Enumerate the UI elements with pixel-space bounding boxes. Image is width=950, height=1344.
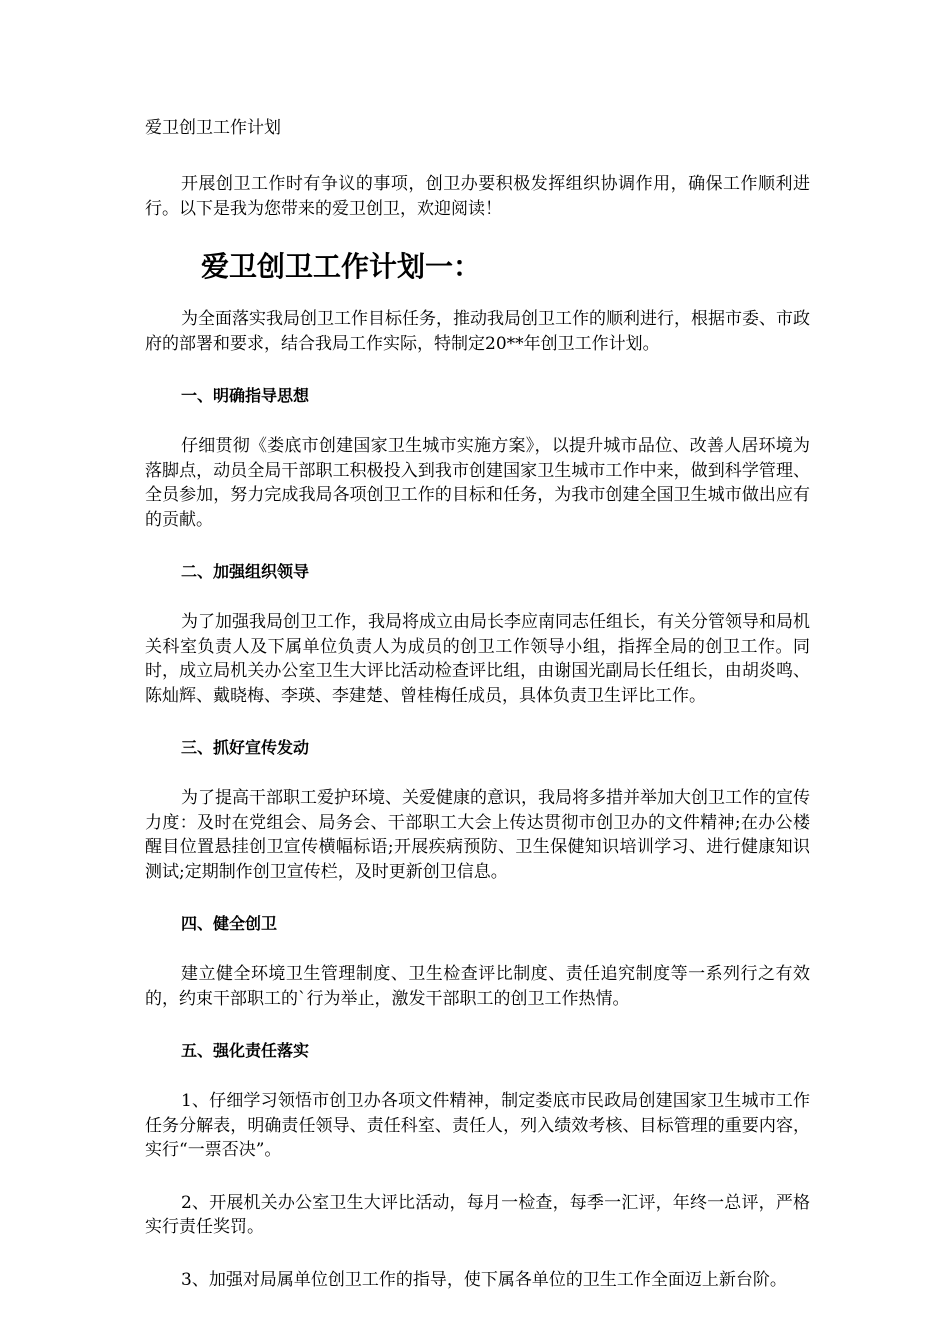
section-paragraph: 1、仔细学习领悟市创卫办各项文件精神，制定娄底市民政局创建国家卫生城市工作任务分解表，明确责任领导、责任科室、责任人，列入绩效考核、目标管理的重要内容，实行“一票否决”。 — [145, 1091, 810, 1160]
section-paragraph: 建立健全环境卫生管理制度、卫生检查评比制度、责任追究制度等一系列行之有效的，约束干部职工的`行为举止，激发干部职工的创卫工作热情。 — [145, 964, 810, 1009]
section-3 — [145, 736, 810, 884]
section-paragraph: 为了加强我局创卫工作，我局将成立由局长李应南同志任组长，有关分管领导和局机关科室负责人及下属单位负责人为成员的创卫工作领导小组，指挥全局的创卫工作。同时，成立局机关办公室卫生大评比活动检查评比组，由谢国光副局长任组长，由胡炎鸣、陈灿辉、戴晓梅、李瑛、李建楚、曾桂梅任成员，具体负责卫生评比工作。 — [145, 612, 810, 706]
section-heading: 五、强化责任落实 — [181, 1041, 310, 1060]
opening-paragraph: 为全面落实我局创卫工作目标任务，推动我局创卫工作的顺利进行，根据市委、市政府的部署和要求，结合我局工作实际，特制定20**年创卫工作计划。 — [145, 309, 810, 354]
section-heading: 四、健全创卫 — [181, 914, 278, 933]
section-paragraph: 2、开展机关办公室卫生大评比活动，每月一检查，每季一汇评，年终一总评，严格实行责任奖罚。 — [145, 1192, 810, 1237]
section-title: 爱卫创卫工作计划一： — [201, 250, 482, 283]
section-heading: 一、明确指导思想 — [181, 386, 310, 405]
intro-paragraph: 开展创卫工作时有争议的事项，创卫办要积极发挥组织协调作用，确保工作顺利进行。以下是我为您带来的爱卫创卫，欢迎阅读！ — [145, 174, 810, 219]
section-4 — [145, 912, 810, 1011]
section-heading: 三、抓好宣传发动 — [181, 738, 310, 757]
section-paragraph: 3、加强对局属单位创卫工作的指导，使下属各单位的卫生工作全面迈上新台阶。 — [181, 1269, 787, 1290]
section-5 — [145, 1039, 810, 1292]
section-paragraph: 为了提高干部职工爱护环境、关爱健康的意识，我局将多措并举加大创卫工作的宣传力度：及时在党组会、局务会、干部职工大会上传达贯彻市创卫办的文件精神;在办公楼醒目位置悬挂创卫宣传横幅标语;开展疾病预防、卫生保健知识培训学习、进行健康知识测试;定期制作创卫宣传栏，及时更新创卫信息。 — [145, 788, 810, 882]
document-page — [145, 116, 810, 1320]
section-1 — [145, 384, 810, 532]
section-heading: 二、加强组织领导 — [181, 562, 310, 581]
document-title: 爱卫创卫工作计划 — [145, 118, 281, 138]
section-2 — [145, 560, 810, 708]
section-paragraph: 仔细贯彻《娄底市创建国家卫生城市实施方案》，以提升城市品位、改善人居环境为落脚点，动员全局干部职工积极投入到我市创建国家卫生城市工作中来，做到科学管理、全员参加，努力完成我局各项创卫工作的目标和任务，为我市创建全国卫生城市做出应有的贡献。 — [145, 436, 810, 530]
